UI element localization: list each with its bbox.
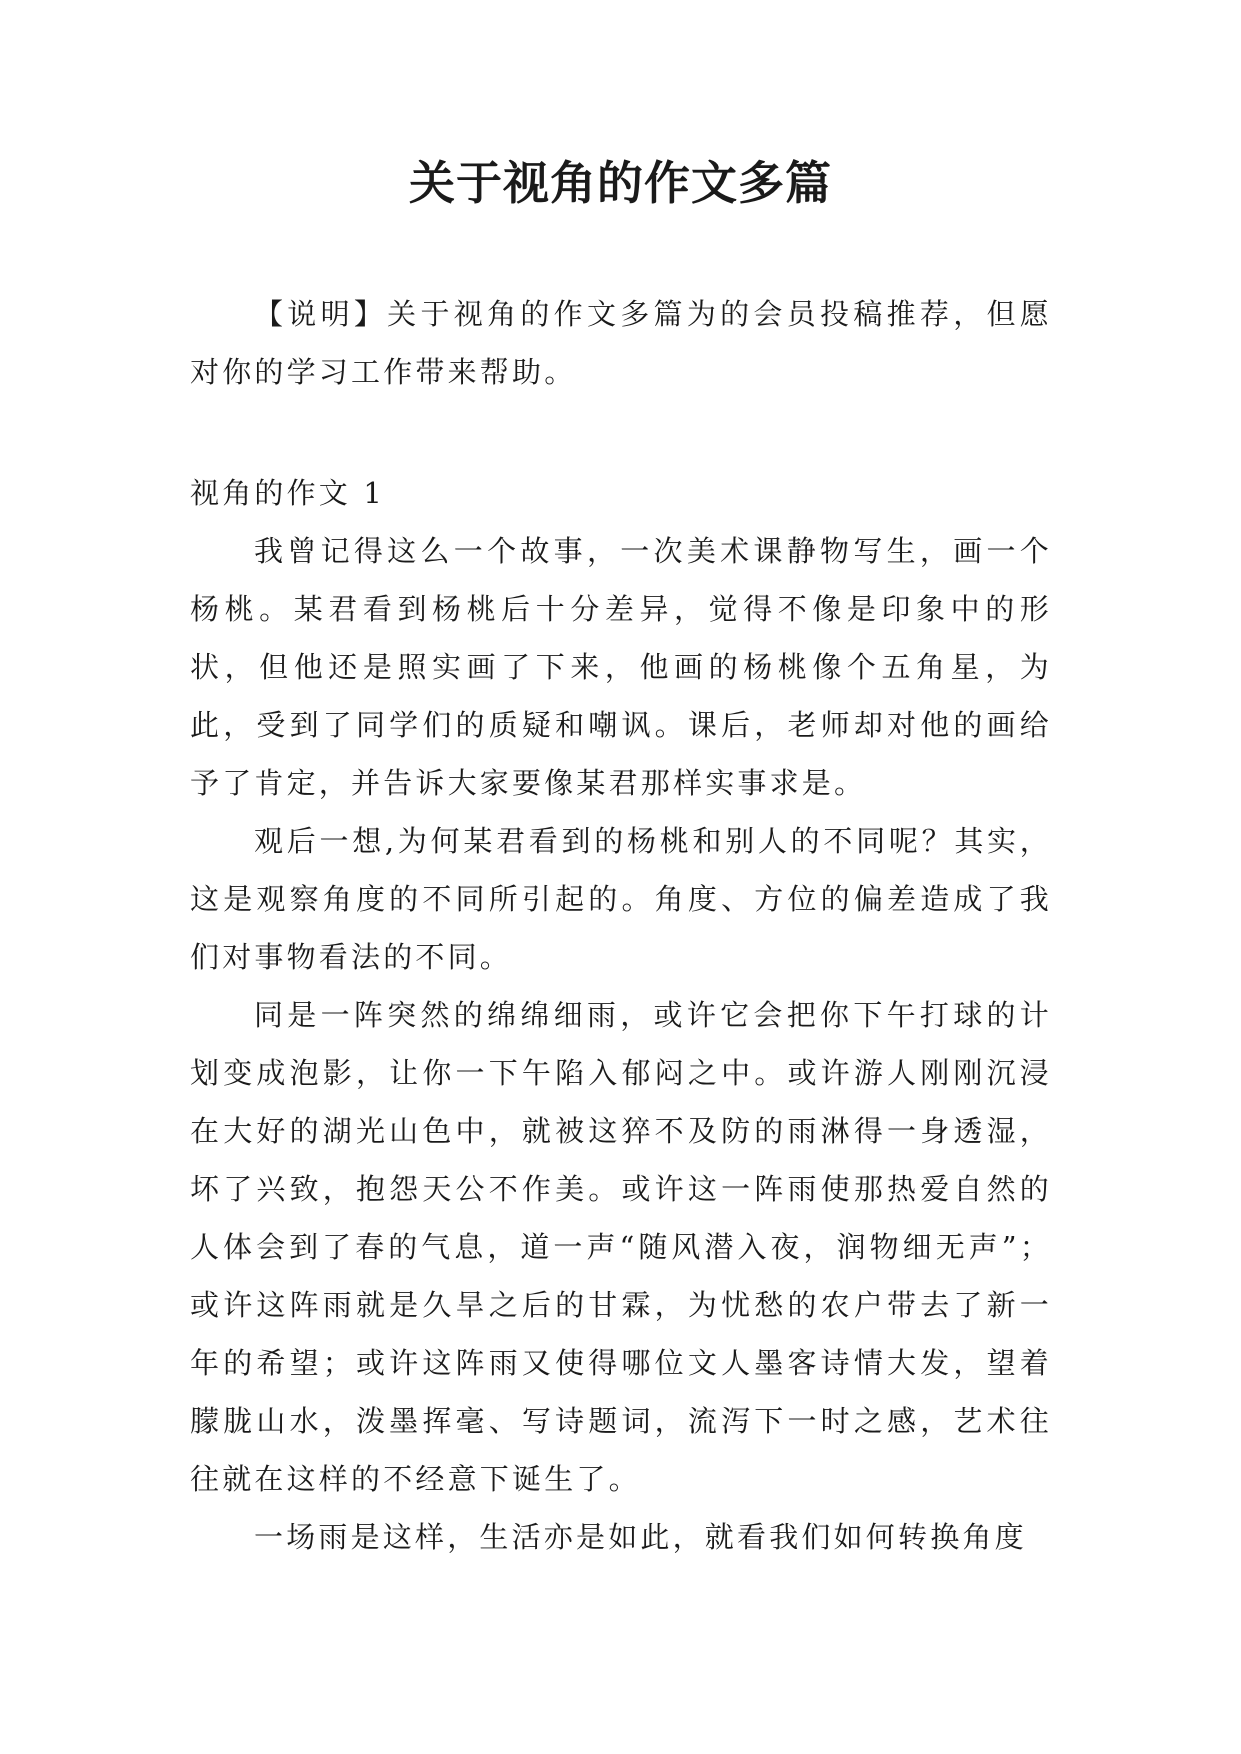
section-heading: 视角的作文 1	[190, 476, 386, 510]
paragraph: 我曾记得这么一个故事，一次美术课静物写生，画一个杨桃。某君看到杨桃后十分差异，觉得不像是印象中的形状，但他还是照实画了下来，他画的杨桃像个五角星，为此，受到了同学们的质疑和嘲讽。课后，老师却对他的画给予了肯定，并告诉大家要像某君那样实事求是。	[190, 534, 1052, 800]
document-title: 关于视角的作文多篇	[409, 156, 832, 210]
paragraph: 一场雨是这样，生活亦是如此，就看我们如何转换角度	[254, 1520, 1027, 1554]
description-note: 【说明】关于视角的作文多篇为的会员投稿推荐，但愿对你的学习工作带来帮助。	[190, 297, 1052, 389]
paragraph: 同是一阵突然的绵绵细雨，或许它会把你下午打球的计划变成泡影，让你一下午陷入郁闷之中。或许游人刚刚沉浸在大好的湖光山色中，就被这猝不及防的雨淋得一身透湿，坏了兴致，抱怨天公不作美。或许这一阵雨使那热爱自然的人体会到了春的气息，道一声“随风潜入夜，润物细无声”；或许这阵雨就是久旱之后的甘霖，为忧愁的农户带去了新一年的希望；或许这阵雨又使得哪位文人墨客诗情大发，望着朦胧山水，泼墨挥毫、写诗题词，流泻下一时之感，艺术往往就在这样的不经意下诞生了。	[190, 998, 1052, 1496]
paragraph: 观后一想,为何某君看到的杨桃和别人的不同呢？其实，这是观察角度的不同所引起的。角度、方位的偏差造成了我们对事物看法的不同。	[190, 824, 1052, 974]
